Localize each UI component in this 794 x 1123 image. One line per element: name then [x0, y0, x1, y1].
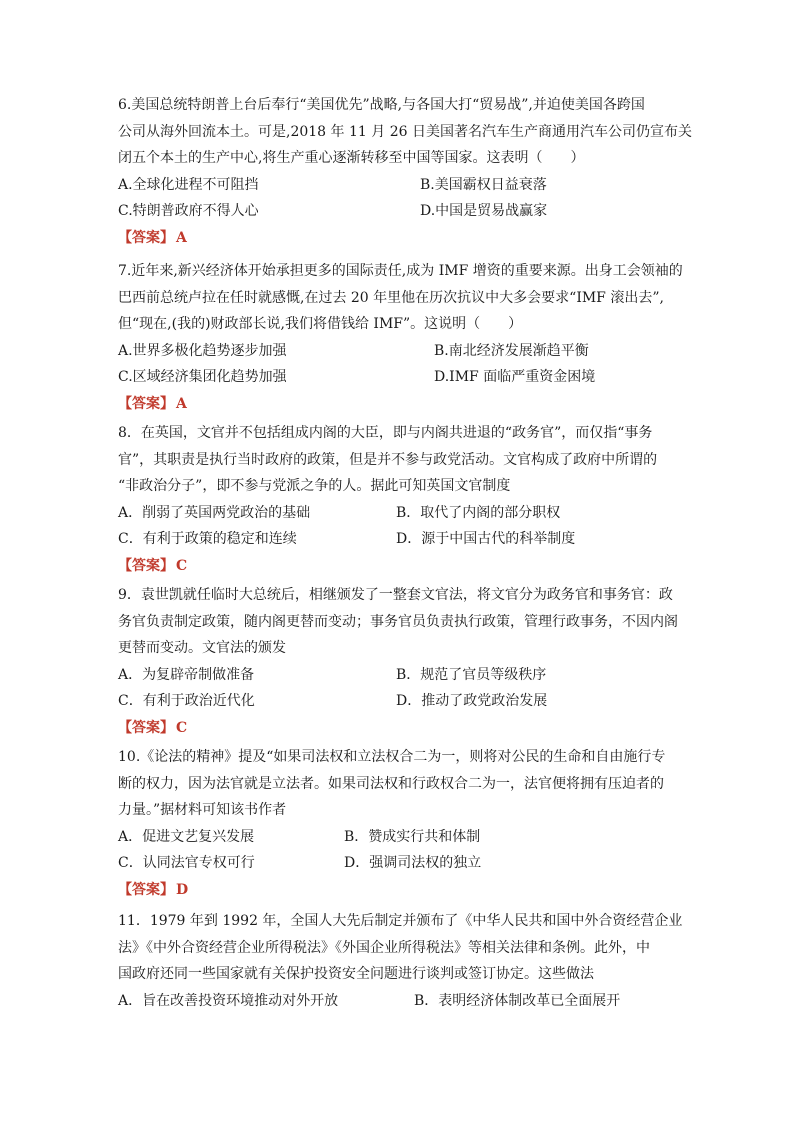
- answer-label: 【答案】: [118, 881, 174, 898]
- question-text-line: 7.近年来,新兴经济体开始承担更多的国际责任,成为 IMF 增资的重要来源。出身工会领袖的: [118, 263, 683, 279]
- question-text-line: 断的权力，因为法官就是立法者。如果司法权和行政权合二为一，法官便将拥有压迫者的: [118, 775, 664, 792]
- answer-value: C: [176, 557, 188, 574]
- question-text-line: 公司从海外回流本土。可是,2018 年 11 月 26 日美国著名汽车生产商通用汽车公司仍宣布关: [118, 123, 692, 140]
- answer-value: A: [176, 395, 187, 412]
- question-10: [118, 744, 678, 903]
- option-row: [118, 172, 678, 199]
- option-row: [118, 364, 678, 391]
- option-a: A．为复辟帝制做准备: [118, 666, 255, 683]
- option-b: B.美国霸权日益衰落: [420, 176, 547, 193]
- question-text-line: 8．在英国，文官并不包括组成内阁的大臣，即与内阁共进退的“政务官”，而仅指“事务: [118, 425, 653, 441]
- option-row: [118, 338, 678, 365]
- option-b: B．取代了内阁的部分职权: [396, 504, 561, 521]
- question-text-line: 9．袁世凯就任临时大总统后，相继颁发了一整套文官法，将文官分为政务官和事务官：政: [118, 587, 673, 603]
- option-d: D．推动了政党政治发展: [396, 693, 548, 709]
- option-c: C．认同法官专权可行: [118, 855, 255, 871]
- option-row: [118, 824, 678, 851]
- answer-value: C: [176, 719, 188, 736]
- answer-label: 【答案】: [118, 395, 174, 412]
- option-row: [118, 198, 678, 225]
- option-row: [118, 988, 678, 1015]
- question-9: [118, 582, 678, 741]
- answer-line: [118, 391, 678, 418]
- option-row: [118, 500, 678, 527]
- question-text-line: “非政治分子”，即不参与党派之争的人。据此可知英国文官制度: [118, 478, 511, 494]
- answer-line: [118, 877, 678, 904]
- option-row: [118, 688, 678, 715]
- option-row: [118, 526, 678, 553]
- question-text-line: 务官负责制定政策，随内阁更替而变动；事务官员负责执行政策，管理行政事务，不因内阁: [118, 613, 678, 630]
- option-b: B．赞成实行共和体制: [344, 828, 481, 845]
- option-d: D.IMF 面临严重资金困境: [434, 369, 596, 385]
- question-text-line: 法》《中外合资经营企业所得税法》《外国企业所得税法》等相关法律和条例。此外，中: [118, 939, 650, 956]
- option-a: A.世界多极化趋势逐步加强: [118, 342, 287, 359]
- option-a: A.全球化进程不可阻挡: [118, 176, 259, 193]
- option-c: C.区域经济集团化趋势加强: [118, 369, 287, 385]
- question-11: [118, 908, 683, 1014]
- question-text-line: 更替而变动。文官法的颁发: [118, 640, 286, 656]
- answer-value: D: [176, 881, 189, 898]
- option-a: A．促进文艺复兴发展: [118, 828, 255, 845]
- option-row: [118, 850, 678, 877]
- option-d: D．强调司法权的独立: [344, 855, 482, 871]
- question-text-line: 10.《论法的精神》提及“如果司法权和立法权合二为一，则将对公民的生命和自由施行专: [118, 749, 666, 765]
- question-text-line: 官”，其职责是执行当时政府的政策，但是并不参与政党活动。文官构成了政府中所谓的: [118, 451, 658, 468]
- answer-line: [118, 225, 678, 252]
- option-b: B.南北经济发展渐趋平衡: [434, 342, 589, 359]
- question-7: [118, 258, 683, 417]
- question-8: [118, 420, 678, 579]
- question-text-line: 但“现在,(我的)财政部长说,我们将借钱给 IMF”。这说明（ ）: [118, 316, 523, 332]
- answer-line: [118, 715, 678, 742]
- option-row: [118, 662, 678, 689]
- question-text-line: 6.美国总统特朗普上台后奉行“美国优先”战略,与各国大打“贸易战”,并迫使美国各跨国: [118, 97, 645, 113]
- answer-label: 【答案】: [118, 719, 174, 736]
- option-d: D.中国是贸易战赢家: [420, 203, 548, 219]
- question-text-line: 闭五个本土的生产中心,将生产重心逐渐转移至中国等国家。这表明（ ）: [118, 150, 585, 166]
- option-b: B．表明经济体制改革已全面展开: [414, 992, 621, 1009]
- option-c: C．有利于政治近代化: [118, 693, 255, 709]
- option-a: A．旨在改善投资环境推动对外开放: [118, 992, 339, 1009]
- option-a: A．削弱了英国两党政治的基础: [118, 504, 311, 521]
- question-text-line: 力量。”据材料可知该书作者: [118, 802, 287, 818]
- question-text-line: 国政府还同一些国家就有关保护投资安全问题进行谈判或签订协定。这些做法: [118, 966, 594, 982]
- answer-label: 【答案】: [118, 557, 174, 574]
- question-text-line: 11．1979 年到 1992 年，全国人大先后制定并颁布了《中华人民共和国中外合资经营企业: [118, 913, 683, 929]
- option-c: C.特朗普政府不得人心: [118, 203, 259, 219]
- answer-label: 【答案】: [118, 229, 174, 246]
- option-d: D．源于中国古代的科举制度: [396, 531, 576, 547]
- question-6: [118, 92, 692, 251]
- answer-value: A: [176, 229, 187, 246]
- question-text-line: 巴西前总统卢拉在任时就感慨,在过去 20 年里他在历次抗议中大多会要求“IMF 滚出去”,: [118, 289, 664, 306]
- option-b: B．规范了官员等级秩序: [396, 666, 547, 683]
- option-c: C．有利于政策的稳定和连续: [118, 531, 297, 547]
- answer-line: [118, 553, 678, 580]
